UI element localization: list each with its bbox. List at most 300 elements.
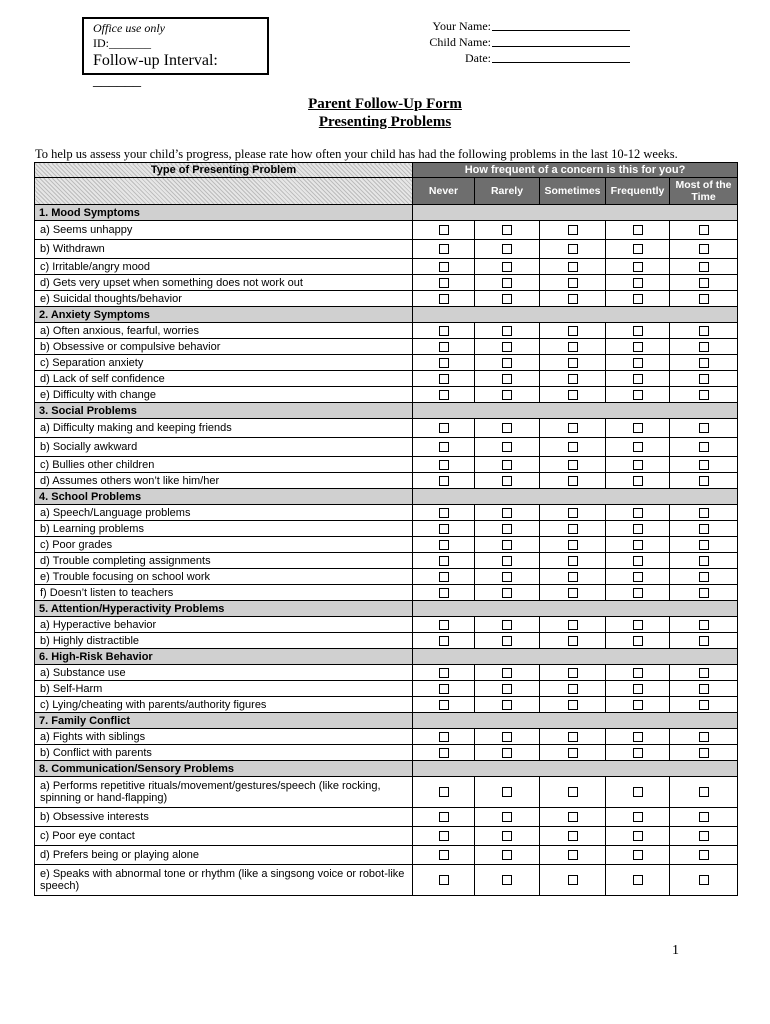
- checkbox[interactable]: [439, 294, 449, 304]
- office-use-box: [82, 17, 269, 89]
- checkbox-cell: [413, 827, 475, 846]
- checkbox[interactable]: [502, 684, 512, 694]
- problem-row: [35, 827, 738, 846]
- checkbox[interactable]: [502, 294, 512, 304]
- problem-label: e) Trouble focusing on school work: [35, 569, 413, 585]
- checkbox[interactable]: [502, 620, 512, 630]
- category-row: [35, 489, 738, 505]
- checkbox-cell: [606, 438, 670, 457]
- checkbox[interactable]: [568, 278, 578, 288]
- checkbox[interactable]: [633, 684, 643, 694]
- category-spacer: [413, 761, 738, 777]
- checkbox[interactable]: [502, 326, 512, 336]
- your-name-label: Your Name:: [432, 19, 491, 33]
- checkbox-cell: [475, 419, 540, 438]
- problem-label: a) Speech/Language problems: [35, 505, 413, 521]
- checkbox[interactable]: [502, 787, 512, 797]
- checkbox[interactable]: [439, 423, 449, 433]
- problem-row: [35, 275, 738, 291]
- checkbox[interactable]: [699, 225, 709, 235]
- checkbox-cell: [413, 275, 475, 291]
- checkbox[interactable]: [439, 326, 449, 336]
- checkbox-cell: [413, 681, 475, 697]
- checkbox-cell: [475, 633, 540, 649]
- checkbox[interactable]: [699, 572, 709, 582]
- checkbox[interactable]: [439, 850, 449, 860]
- checkbox[interactable]: [502, 374, 512, 384]
- header-spacer: [35, 178, 413, 205]
- checkbox[interactable]: [568, 524, 578, 534]
- checkbox[interactable]: [699, 732, 709, 742]
- checkbox[interactable]: [502, 460, 512, 470]
- checkbox-cell: [606, 240, 670, 259]
- checkbox-cell: [413, 617, 475, 633]
- checkbox-cell: [540, 275, 606, 291]
- checkbox[interactable]: [439, 358, 449, 368]
- checkbox-cell: [540, 259, 606, 275]
- problem-row: [35, 259, 738, 275]
- checkbox[interactable]: [502, 524, 512, 534]
- problem-row: [35, 438, 738, 457]
- checkbox[interactable]: [699, 262, 709, 272]
- checkbox[interactable]: [699, 748, 709, 758]
- checkbox-cell: [475, 240, 540, 259]
- checkbox[interactable]: [568, 423, 578, 433]
- problem-row: [35, 457, 738, 473]
- checkbox[interactable]: [568, 787, 578, 797]
- checkbox[interactable]: [699, 423, 709, 433]
- checkbox[interactable]: [633, 390, 643, 400]
- category-row: [35, 601, 738, 617]
- checkbox[interactable]: [699, 556, 709, 566]
- checkbox-cell: [670, 387, 738, 403]
- checkbox[interactable]: [633, 831, 643, 841]
- checkbox[interactable]: [502, 423, 512, 433]
- problem-label: a) Performs repetitive rituals/movement/gestures/speech (like rocking, spinning or hand-flapping): [35, 777, 413, 808]
- checkbox-cell: [670, 505, 738, 521]
- checkbox[interactable]: [439, 262, 449, 272]
- checkbox[interactable]: [633, 636, 643, 646]
- checkbox[interactable]: [439, 572, 449, 582]
- checkbox[interactable]: [439, 684, 449, 694]
- problem-row: [35, 745, 738, 761]
- checkbox-cell: [606, 665, 670, 681]
- problem-label: c) Bullies other children: [35, 457, 413, 473]
- checkbox[interactable]: [439, 620, 449, 630]
- checkbox[interactable]: [502, 588, 512, 598]
- category-row: [35, 307, 738, 323]
- checkbox-cell: [540, 521, 606, 537]
- your-name-row: [380, 18, 640, 34]
- checkbox[interactable]: [633, 460, 643, 470]
- checkbox-cell: [670, 633, 738, 649]
- checkbox-cell: [540, 537, 606, 553]
- checkbox[interactable]: [633, 700, 643, 710]
- checkbox[interactable]: [568, 875, 578, 885]
- checkbox-cell: [413, 291, 475, 307]
- option-rarely: Rarely: [475, 178, 540, 205]
- checkbox-cell: [606, 275, 670, 291]
- problem-row: [35, 221, 738, 240]
- checkbox[interactable]: [699, 524, 709, 534]
- option-never: Never: [413, 178, 475, 205]
- checkbox-cell: [475, 553, 540, 569]
- checkbox[interactable]: [502, 850, 512, 860]
- checkbox-cell: [475, 617, 540, 633]
- checkbox[interactable]: [699, 875, 709, 885]
- checkbox-cell: [540, 665, 606, 681]
- checkbox[interactable]: [699, 684, 709, 694]
- checkbox-cell: [475, 457, 540, 473]
- checkbox[interactable]: [439, 244, 449, 254]
- category-row: [35, 205, 738, 221]
- checkbox[interactable]: [439, 225, 449, 235]
- checkbox[interactable]: [633, 262, 643, 272]
- checkbox-cell: [606, 846, 670, 865]
- checkbox[interactable]: [439, 342, 449, 352]
- checkbox-cell: [413, 259, 475, 275]
- checkbox-cell: [670, 777, 738, 808]
- checkbox[interactable]: [568, 831, 578, 841]
- checkbox[interactable]: [502, 831, 512, 841]
- checkbox[interactable]: [633, 326, 643, 336]
- category-title: 6. High-Risk Behavior: [35, 649, 413, 665]
- checkbox[interactable]: [502, 390, 512, 400]
- checkbox[interactable]: [633, 875, 643, 885]
- checkbox[interactable]: [568, 556, 578, 566]
- checkbox[interactable]: [568, 732, 578, 742]
- checkbox[interactable]: [439, 787, 449, 797]
- follow-up-interval-field[interactable]: Follow-up Interval: ______: [93, 52, 218, 89]
- problem-label: d) Lack of self confidence: [35, 371, 413, 387]
- checkbox[interactable]: [568, 540, 578, 550]
- child-name-field[interactable]: [492, 34, 630, 47]
- checkbox[interactable]: [502, 700, 512, 710]
- checkbox[interactable]: [502, 342, 512, 352]
- checkbox-cell: [413, 323, 475, 339]
- checkbox[interactable]: [502, 508, 512, 518]
- checkbox[interactable]: [568, 668, 578, 678]
- checkbox-cell: [413, 865, 475, 896]
- checkbox[interactable]: [633, 588, 643, 598]
- checkbox[interactable]: [568, 460, 578, 470]
- checkbox[interactable]: [439, 812, 449, 822]
- checkbox[interactable]: [439, 732, 449, 742]
- checkbox-cell: [670, 681, 738, 697]
- checkbox[interactable]: [439, 588, 449, 598]
- checkbox[interactable]: [568, 620, 578, 630]
- checkbox[interactable]: [568, 476, 578, 486]
- checkbox[interactable]: [699, 358, 709, 368]
- checkbox-cell: [475, 505, 540, 521]
- checkbox[interactable]: [699, 588, 709, 598]
- checkbox-cell: [606, 473, 670, 489]
- checkbox-cell: [606, 323, 670, 339]
- checkbox[interactable]: [568, 294, 578, 304]
- checkbox[interactable]: [502, 262, 512, 272]
- checkbox[interactable]: [439, 442, 449, 452]
- category-row: [35, 649, 738, 665]
- checkbox-cell: [606, 259, 670, 275]
- checkbox[interactable]: [439, 508, 449, 518]
- category-spacer: [413, 403, 738, 419]
- form-title-line1: Parent Follow-Up Form: [308, 96, 462, 112]
- checkbox[interactable]: [502, 732, 512, 742]
- checkbox[interactable]: [439, 636, 449, 646]
- id-field[interactable]: ID:_______: [93, 36, 151, 50]
- checkbox[interactable]: [568, 850, 578, 860]
- checkbox[interactable]: [699, 700, 709, 710]
- checkbox[interactable]: [568, 244, 578, 254]
- checkbox[interactable]: [699, 476, 709, 486]
- checkbox[interactable]: [633, 812, 643, 822]
- checkbox[interactable]: [568, 374, 578, 384]
- checkbox[interactable]: [633, 556, 643, 566]
- checkbox-cell: [413, 521, 475, 537]
- checkbox[interactable]: [568, 225, 578, 235]
- checkbox[interactable]: [502, 875, 512, 885]
- checkbox[interactable]: [633, 278, 643, 288]
- checkbox[interactable]: [699, 244, 709, 254]
- problem-row: [35, 665, 738, 681]
- your-name-field[interactable]: [492, 18, 630, 31]
- checkbox[interactable]: [439, 374, 449, 384]
- checkbox[interactable]: [568, 442, 578, 452]
- checkbox-cell: [475, 777, 540, 808]
- checkbox-cell: [413, 745, 475, 761]
- checkbox-cell: [670, 240, 738, 259]
- checkbox[interactable]: [633, 342, 643, 352]
- problem-label: a) Hyperactive behavior: [35, 617, 413, 633]
- category-spacer: [413, 649, 738, 665]
- checkbox-cell: [606, 808, 670, 827]
- checkbox-cell: [475, 221, 540, 240]
- checkbox-cell: [670, 371, 738, 387]
- checkbox[interactable]: [699, 812, 709, 822]
- checkbox[interactable]: [568, 508, 578, 518]
- checkbox[interactable]: [699, 390, 709, 400]
- child-name-label: Child Name:: [429, 35, 491, 49]
- checkbox-cell: [670, 521, 738, 537]
- checkbox-cell: [670, 665, 738, 681]
- problem-row: [35, 387, 738, 403]
- checkbox[interactable]: [502, 636, 512, 646]
- checkbox-cell: [606, 537, 670, 553]
- checkbox[interactable]: [633, 294, 643, 304]
- checkbox[interactable]: [439, 748, 449, 758]
- checkbox[interactable]: [568, 812, 578, 822]
- checkbox-cell: [475, 537, 540, 553]
- checkbox[interactable]: [439, 875, 449, 885]
- checkbox[interactable]: [439, 540, 449, 550]
- checkbox-cell: [606, 585, 670, 601]
- checkbox-cell: [413, 457, 475, 473]
- checkbox[interactable]: [699, 540, 709, 550]
- checkbox-cell: [475, 681, 540, 697]
- checkbox-cell: [670, 355, 738, 371]
- checkbox[interactable]: [699, 620, 709, 630]
- checkbox[interactable]: [502, 244, 512, 254]
- checkbox[interactable]: [439, 460, 449, 470]
- checkbox[interactable]: [699, 668, 709, 678]
- checkbox[interactable]: [699, 294, 709, 304]
- problem-row: [35, 697, 738, 713]
- checkbox[interactable]: [502, 668, 512, 678]
- checkbox[interactable]: [699, 278, 709, 288]
- checkbox[interactable]: [633, 423, 643, 433]
- checkbox[interactable]: [568, 572, 578, 582]
- problem-label: c) Separation anxiety: [35, 355, 413, 371]
- checkbox-cell: [606, 729, 670, 745]
- checkbox-cell: [413, 808, 475, 827]
- checkbox[interactable]: [633, 620, 643, 630]
- checkbox[interactable]: [633, 374, 643, 384]
- checkbox[interactable]: [439, 390, 449, 400]
- problem-label: d) Gets very upset when something does not work out: [35, 275, 413, 291]
- checkbox-cell: [670, 846, 738, 865]
- problem-label: b) Obsessive or compulsive behavior: [35, 339, 413, 355]
- checkbox[interactable]: [502, 812, 512, 822]
- checkbox-cell: [475, 387, 540, 403]
- checkbox-cell: [670, 419, 738, 438]
- checkbox[interactable]: [439, 831, 449, 841]
- problem-row: [35, 569, 738, 585]
- checkbox-cell: [670, 339, 738, 355]
- checkbox-cell: [475, 275, 540, 291]
- checkbox[interactable]: [633, 732, 643, 742]
- problem-label: d) Trouble completing assignments: [35, 553, 413, 569]
- checkbox[interactable]: [502, 572, 512, 582]
- checkbox-cell: [475, 339, 540, 355]
- checkbox-cell: [540, 473, 606, 489]
- checkbox[interactable]: [633, 524, 643, 534]
- checkbox-cell: [540, 221, 606, 240]
- problem-label: e) Speaks with abnormal tone or rhythm (like a singsong voice or robot-like speech): [35, 865, 413, 896]
- checkbox-cell: [540, 808, 606, 827]
- problem-label: a) Often anxious, fearful, worries: [35, 323, 413, 339]
- checkbox[interactable]: [502, 556, 512, 566]
- checkbox[interactable]: [699, 787, 709, 797]
- category-title: 1. Mood Symptoms: [35, 205, 413, 221]
- checkbox-cell: [475, 291, 540, 307]
- checkbox[interactable]: [502, 225, 512, 235]
- problem-row: [35, 521, 738, 537]
- checkbox[interactable]: [439, 524, 449, 534]
- checkbox[interactable]: [439, 668, 449, 678]
- checkbox[interactable]: [439, 476, 449, 486]
- problem-label: b) Withdrawn: [35, 240, 413, 259]
- checkbox[interactable]: [568, 684, 578, 694]
- checkbox-cell: [475, 521, 540, 537]
- checkbox[interactable]: [633, 244, 643, 254]
- checkbox-cell: [540, 355, 606, 371]
- problem-row: [35, 291, 738, 307]
- checkbox[interactable]: [502, 442, 512, 452]
- checkbox[interactable]: [568, 358, 578, 368]
- problem-label: a) Seems unhappy: [35, 221, 413, 240]
- checkbox[interactable]: [633, 850, 643, 860]
- checkbox[interactable]: [633, 442, 643, 452]
- checkbox[interactable]: [633, 358, 643, 368]
- problem-row: [35, 355, 738, 371]
- checkbox[interactable]: [568, 262, 578, 272]
- form-title: [0, 95, 770, 131]
- checkbox[interactable]: [699, 831, 709, 841]
- checkbox[interactable]: [633, 748, 643, 758]
- checkbox-cell: [540, 697, 606, 713]
- checkbox[interactable]: [568, 700, 578, 710]
- checkbox-cell: [670, 745, 738, 761]
- checkbox[interactable]: [568, 748, 578, 758]
- checkbox-cell: [413, 846, 475, 865]
- checkbox[interactable]: [633, 508, 643, 518]
- checkbox[interactable]: [568, 588, 578, 598]
- checkbox-cell: [670, 537, 738, 553]
- checkbox[interactable]: [568, 326, 578, 336]
- category-spacer: [413, 489, 738, 505]
- checkbox[interactable]: [699, 442, 709, 452]
- checkbox-cell: [606, 865, 670, 896]
- checkbox-cell: [540, 569, 606, 585]
- checkbox[interactable]: [699, 342, 709, 352]
- checkbox[interactable]: [699, 374, 709, 384]
- checkbox[interactable]: [633, 225, 643, 235]
- type-of-problem-header: Type of Presenting Problem: [35, 163, 413, 178]
- checkbox-cell: [540, 505, 606, 521]
- checkbox[interactable]: [502, 278, 512, 288]
- page-number: 1: [672, 943, 679, 958]
- checkbox[interactable]: [699, 508, 709, 518]
- problem-row: [35, 865, 738, 896]
- checkbox-cell: [540, 291, 606, 307]
- presenting-problems-table: [34, 162, 738, 896]
- checkbox[interactable]: [699, 850, 709, 860]
- checkbox[interactable]: [439, 278, 449, 288]
- checkbox[interactable]: [502, 748, 512, 758]
- checkbox[interactable]: [568, 342, 578, 352]
- checkbox[interactable]: [699, 326, 709, 336]
- date-field[interactable]: [492, 50, 630, 63]
- checkbox-cell: [413, 371, 475, 387]
- checkbox-cell: [540, 323, 606, 339]
- checkbox[interactable]: [699, 460, 709, 470]
- checkbox-cell: [540, 553, 606, 569]
- problem-row: [35, 419, 738, 438]
- checkbox[interactable]: [633, 668, 643, 678]
- checkbox[interactable]: [439, 700, 449, 710]
- checkbox-cell: [540, 681, 606, 697]
- checkbox[interactable]: [568, 390, 578, 400]
- checkbox[interactable]: [699, 636, 709, 646]
- checkbox[interactable]: [502, 358, 512, 368]
- checkbox[interactable]: [502, 540, 512, 550]
- checkbox[interactable]: [633, 540, 643, 550]
- checkbox[interactable]: [633, 572, 643, 582]
- checkbox-cell: [413, 339, 475, 355]
- checkbox-cell: [670, 553, 738, 569]
- frequency-header: How frequent of a concern is this for you?: [413, 163, 738, 178]
- category-spacer: [413, 601, 738, 617]
- option-frequently: Frequently: [606, 178, 670, 205]
- checkbox-cell: [670, 259, 738, 275]
- checkbox[interactable]: [439, 556, 449, 566]
- checkbox[interactable]: [633, 476, 643, 486]
- problem-row: [35, 681, 738, 697]
- checkbox[interactable]: [568, 636, 578, 646]
- checkbox[interactable]: [502, 476, 512, 486]
- checkbox[interactable]: [633, 787, 643, 797]
- problem-row: [35, 617, 738, 633]
